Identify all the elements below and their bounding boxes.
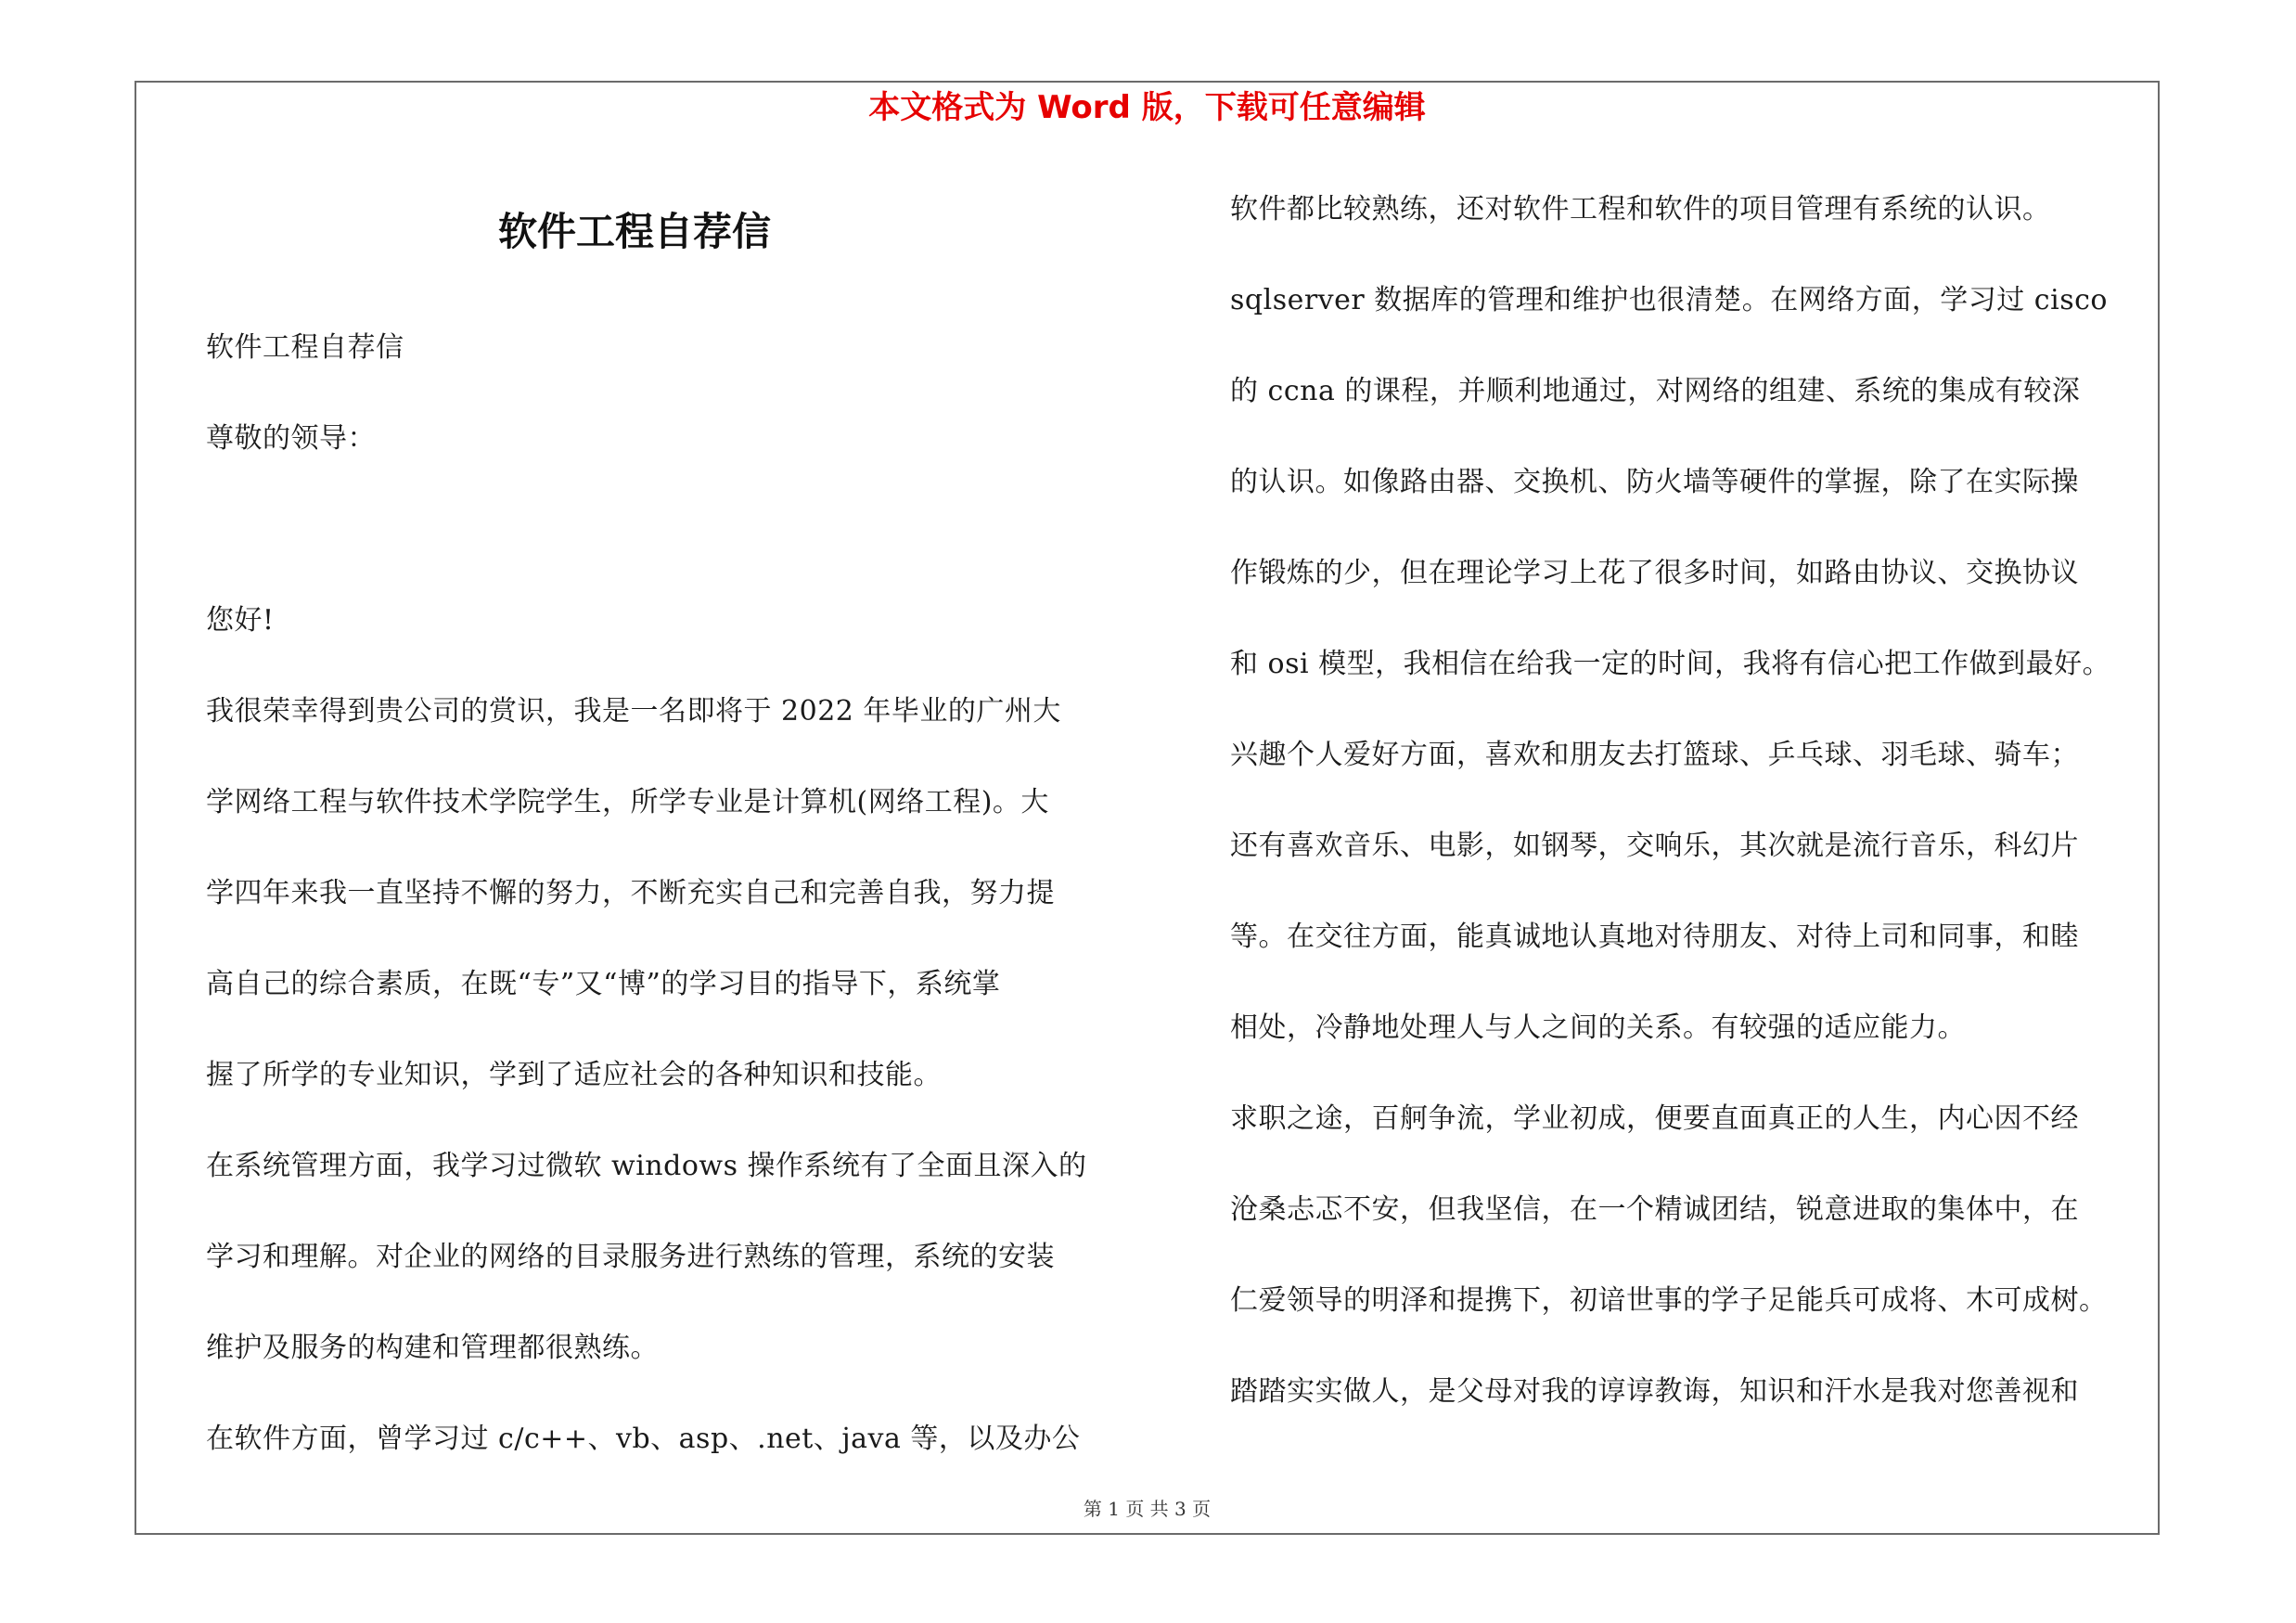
text-line: 软件都比较熟练，还对软件工程和软件的项目管理有系统的认识。	[1230, 193, 2051, 225]
text-line: 维护及服务的构建和管理都很熟练。	[206, 1332, 659, 1364]
blank-line	[206, 508, 1134, 599]
text-line: 尊敬的领导：	[206, 422, 376, 455]
text-line: sqlserver 数据库的管理和维护也很清楚。在网络方面，学习过 cisco	[1230, 284, 2108, 316]
text-line: 学四年来我一直坚持不懈的努力，不断充实自己和完善自我，努力提	[206, 877, 1055, 909]
text-line: 相处，冷静地处理人与人之间的关系。有较强的适应能力。	[1230, 1011, 1966, 1044]
text-line: 踏踏实实做人，是父母对我的谆谆教诲，知识和汗水是我对您善视和	[1230, 1375, 2079, 1408]
right-column	[1230, 187, 2158, 1461]
text-line: 您好!	[206, 604, 275, 637]
text-line: 兴趣个人爱好方面，喜欢和朋友去打篮球、乒乓球、羽毛球、骑车；	[1230, 739, 2079, 771]
text-line: 在系统管理方面，我学习过微软 windows 操作系统有了全面且深入的	[206, 1150, 1087, 1182]
text-line: 作锻炼的少，但在理论学习上花了很多时间，如路由协议、交换协议	[1230, 557, 2079, 589]
text-line: 还有喜欢音乐、电影，如钢琴，交响乐，其次就是流行音乐，科幻片	[1230, 830, 2079, 862]
format-banner: 本文格式为 Word 版，下载可任意编辑	[868, 89, 1426, 126]
text-line: 的 ccna 的课程，并顺利地通过，对网络的组建、系统的集成有较深	[1230, 375, 2081, 407]
text-line: 仁爱领导的明泽和提携下，初谙世事的学子足能兵可成将、木可成树。	[1230, 1284, 2108, 1317]
text-line: 的认识。如像路由器、交换机、防火墙等硬件的掌握，除了在实际操	[1230, 466, 2079, 498]
text-line: 在软件方面，曾学习过 c/c++、vb、asp、.net、java 等，以及办公	[206, 1423, 1081, 1455]
text-line: 等。在交往方面，能真诚地认真地对待朋友、对待上司和同事，和睦	[1230, 921, 2079, 953]
text-line: 软件工程自荐信	[206, 331, 404, 364]
text-line: 学习和理解。对企业的网络的目录服务进行熟练的管理，系统的安装	[206, 1241, 1055, 1273]
text-line: 我很荣幸得到贵公司的赏识，我是一名即将于 2022 年毕业的广州大	[206, 695, 1061, 728]
left-column	[206, 326, 1134, 1508]
text-line: 学网络工程与软件技术学院学生，所学专业是计算机(网络工程)。大	[206, 786, 1049, 818]
text-line: 沧桑忐忑不安，但我坚信，在一个精诚团结，锐意进取的集体中，在	[1230, 1193, 2079, 1226]
page-number-footer: 第 1 页 共 3 页	[1083, 1498, 1212, 1520]
text-line: 握了所学的专业知识，学到了适应社会的各种知识和技能。	[206, 1059, 942, 1091]
text-line: 和 osi 模型，我相信在给我一定的时间，我将有信心把工作做到最好。	[1230, 648, 2111, 680]
text-line: 求职之途，百舸争流，学业初成，便要直面真正的人生，内心因不经	[1230, 1102, 2079, 1135]
document-title: 软件工程自荐信	[497, 209, 771, 254]
text-line: 高自己的综合素质，在既“专”又“博”的学习目的指导下，系统掌	[206, 968, 1001, 1000]
